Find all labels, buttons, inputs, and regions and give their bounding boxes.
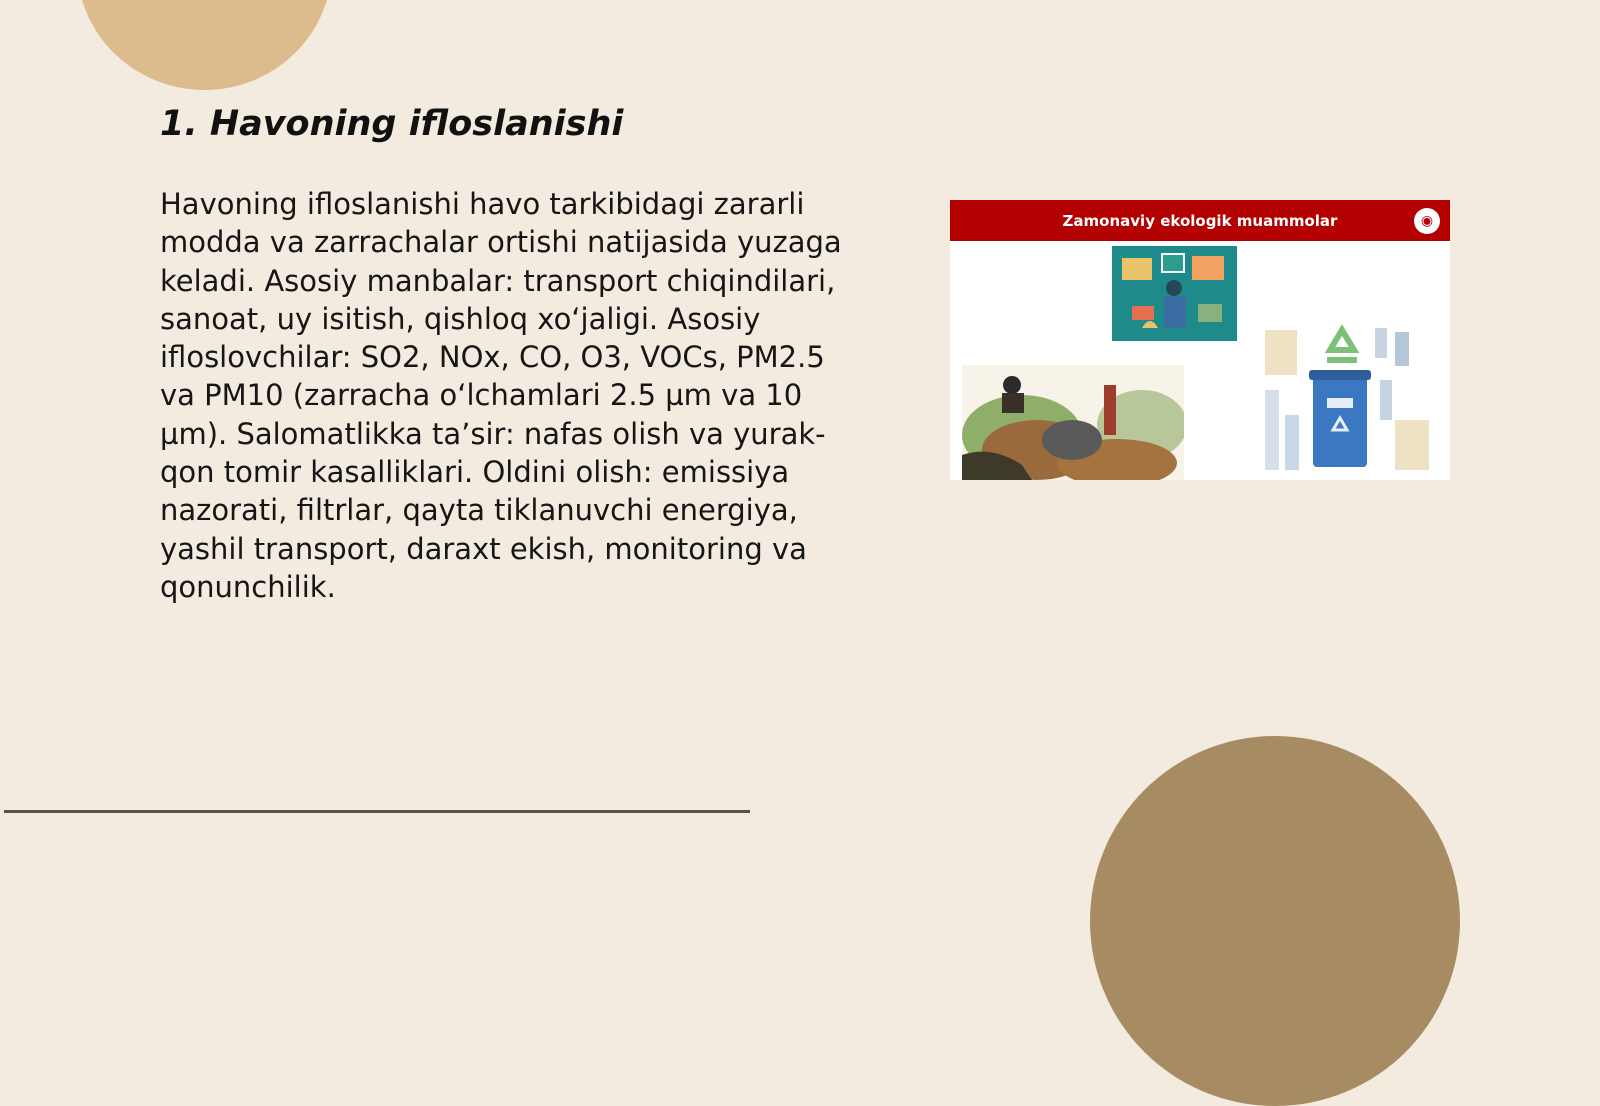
decorative-circle-top (77, 0, 332, 90)
divider-line (4, 810, 750, 813)
slide-header (950, 200, 1450, 241)
seal-logo-icon: ◉ (1414, 208, 1440, 234)
embedded-slide-image (950, 200, 1450, 480)
decorative-circle-bottom (1090, 736, 1460, 1106)
slide-header-title: Zamonaviy ekologik muammolar (1062, 211, 1338, 230)
body-paragraph: Havoning ifloslanishi havo tarkibidagi zararli modda va zarrachalar ortishi natijasida yuzaga keladi. Asosiy manbalar: transport chiqindilari, sanoat, uy isitish, qishloq xo‘jaligi. Asosiy ifloslovchilar: SO2, NOx, CO, O3, VOCs, PM2.5 va PM10 (zarracha o‘lchamlari 2.5 µm va 10 µm). Salomatlikka ta’sir: nafas olish va yurak-qon tomir kasalliklari. Oldini olish: emissiya nazorati, filtrlar, qayta tiklanuvchi energiya, yashil transport, daraxt ekish, monitoring va qonunchilik. (160, 187, 842, 604)
page-title: 1. Havoning ifloslanishi (160, 104, 624, 144)
environment-illustration-icon (1112, 246, 1237, 341)
recycling-bin-illustration-icon (1255, 320, 1440, 480)
landfill-illustration-icon (962, 365, 1184, 480)
